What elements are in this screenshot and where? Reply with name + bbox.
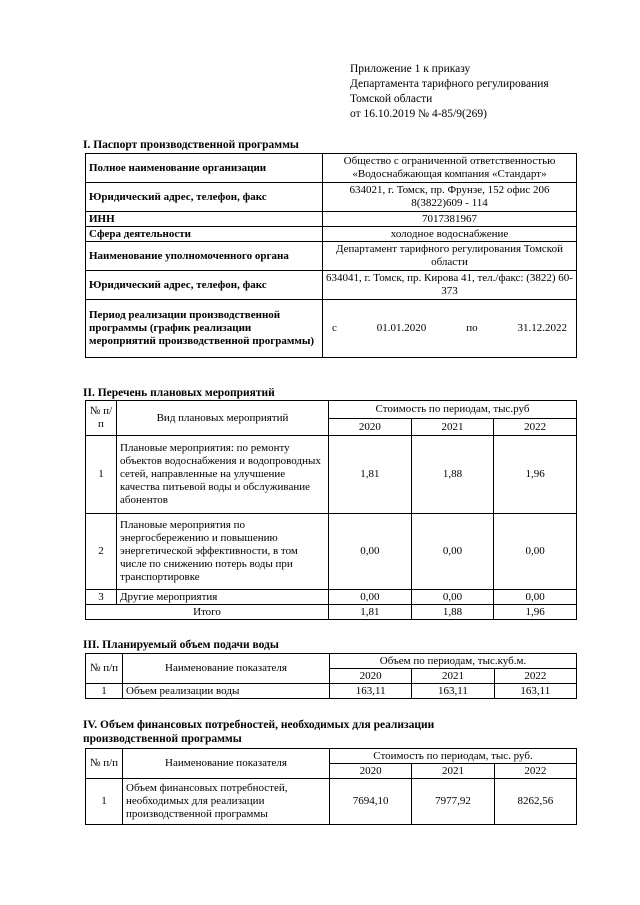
row-value: 163,11 [412,684,494,699]
table-row [86,300,577,358]
row-num: 1 [86,779,123,825]
passport-table [85,153,577,358]
table-row [86,401,577,419]
total-value: 1,96 [494,605,577,620]
section4-title-line: производственной программы [83,733,242,745]
col-header-year: 2022 [494,419,577,436]
table-row [86,779,577,825]
row-value: 0,00 [329,590,412,605]
row-value: 8262,56 [494,779,576,825]
row-name: Плановые мероприятия: по ремонту объектов водоснабжения и водопроводных сетей, направленные на улучшение качества питьевой воды и обслуживание абонентов [117,436,329,514]
period-from: 01.01.2020 [376,322,427,334]
finance-table [85,748,577,825]
row-value: 1,96 [494,436,577,514]
row-num: 1 [86,684,123,699]
row-name: Объем реализации воды [123,684,330,699]
row-value: 7977,92 [412,779,494,825]
appendix-line: от 16.10.2019 № 4-85/9(269) [350,108,487,120]
passport-label: Наименование уполномоченного органа [86,242,323,271]
total-value: 1,81 [329,605,412,620]
passport-label: Сфера деятельности [86,227,323,242]
table-row [86,212,577,227]
col-header-name: Наименование показателя [123,749,330,779]
row-num: 1 [86,436,117,514]
row-name: Другие мероприятия [117,590,329,605]
col-header-year: 2021 [412,669,494,684]
table-row [86,590,577,605]
col-header-year: 2020 [330,764,412,779]
table-row [86,154,577,183]
passport-label: Юридический адрес, телефон, факс [86,183,323,212]
table-row [86,227,577,242]
passport-value: 634041, г. Томск, пр. Кирова 41, тел./факс: (3822) 60-373 [323,271,577,300]
col-header-year: 2021 [412,764,494,779]
row-num: 2 [86,514,117,590]
row-value: 0,00 [494,590,577,605]
row-num: 3 [86,590,117,605]
row-value: 1,88 [411,436,494,514]
passport-label: ИНН [86,212,323,227]
period-from-word: с [332,322,337,334]
col-header-cost: Стоимость по периодам, тыс.руб [329,401,577,419]
total-value: 1,88 [411,605,494,620]
table-row [86,242,577,271]
section3-title: III. Планируемый объем подачи воды [83,639,279,651]
section4-title-line: IV. Объем финансовых потребностей, необходимых для реализации [83,719,435,731]
section2-title: II. Перечень плановых мероприятий [83,387,275,399]
row-value: 1,81 [329,436,412,514]
measures-table [85,400,577,620]
row-name: Плановые мероприятия по энергосбережению и повышению энергетической эффективности, в том числе по снижению потерь воды при транспортировке [117,514,329,590]
col-header-num: № п/п [86,401,117,436]
period-value [323,300,577,358]
period-label: Период реализации производственной программы (график реализации мероприятий производственной программы) [86,300,323,358]
table-row [86,183,577,212]
table-row [86,514,577,590]
col-header-year: 2020 [330,669,412,684]
period-to: 31.12.2022 [517,322,567,334]
row-value: 0,00 [494,514,577,590]
period-to-word: по [466,322,478,334]
row-value: 0,00 [411,514,494,590]
passport-value: холодное водоснабжение [323,227,577,242]
row-value: 0,00 [411,590,494,605]
col-header-num: № п/п [86,749,123,779]
col-header-name: Наименование показателя [123,654,330,684]
passport-value: Общество с ограниченной ответственностью «Водоснабжающая компания «Стандарт» [323,154,577,183]
row-value: 163,11 [330,684,412,699]
row-value: 0,00 [329,514,412,590]
col-header-num: № п/п [86,654,123,684]
passport-label: Полное наименование организации [86,154,323,183]
col-header-year: 2020 [329,419,412,436]
appendix-header [350,62,549,122]
passport-value: 634021, г. Томск, пр. Фрунзе, 152 офис 206 8(3822)609 - 114 [323,183,577,212]
table-row [86,654,577,669]
passport-value: Департамент тарифного регулирования Томской области [323,242,577,271]
col-header-year: 2021 [411,419,494,436]
table-row [86,436,577,514]
section4-title [83,718,434,746]
volume-table [85,653,577,699]
appendix-line: Департамента тарифного регулирования [350,78,549,90]
appendix-line: Томской области [350,93,433,105]
section1-title: I. Паспорт производственной программы [83,139,299,151]
col-header-cost: Стоимость по периодам, тыс. руб. [330,749,577,764]
col-header-year: 2022 [494,764,576,779]
row-value: 7694,10 [330,779,412,825]
appendix-line: Приложение 1 к приказу [350,63,471,75]
col-header-name: Вид плановых мероприятий [117,401,329,436]
table-row [86,749,577,764]
passport-label: Юридический адрес, телефон, факс [86,271,323,300]
table-row [86,684,577,699]
col-header-year: 2022 [494,669,576,684]
table-row [86,271,577,300]
passport-value: 7017381967 [323,212,577,227]
total-label: Итого [86,605,329,620]
col-header-volume: Объем по периодам, тыс.куб.м. [330,654,577,669]
row-name: Объем финансовых потребностей, необходимых для реализации производственной программы [123,779,330,825]
table-row [86,605,577,620]
row-value: 163,11 [494,684,576,699]
